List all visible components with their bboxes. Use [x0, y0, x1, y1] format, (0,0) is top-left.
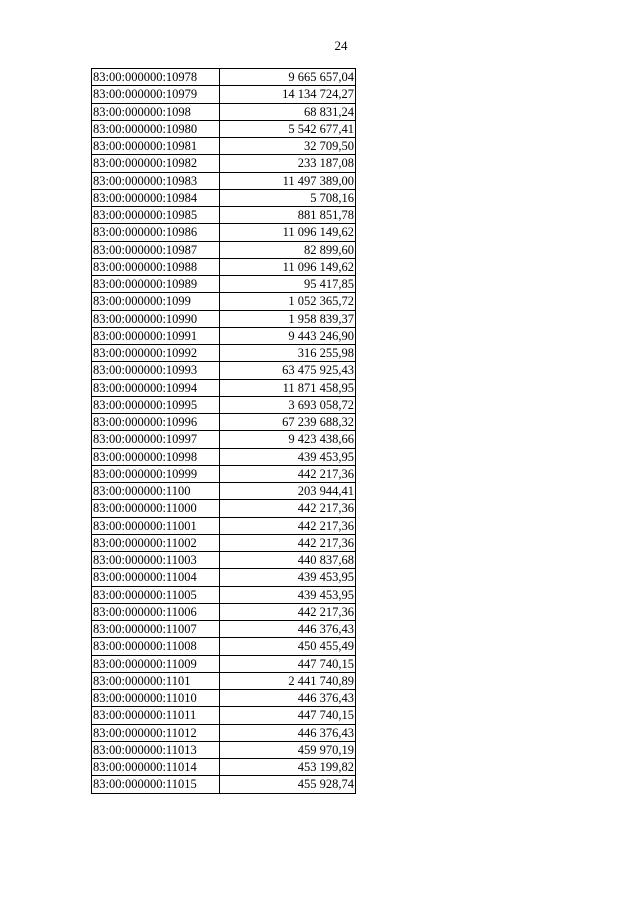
cadastral-number-cell: 83:00:000000:1098: [92, 103, 220, 120]
cadastral-number-cell: 83:00:000000:11007: [92, 621, 220, 638]
cadastral-number-cell: 83:00:000000:11011: [92, 707, 220, 724]
table-row: [92, 672, 356, 689]
cadastral-value-cell: 68 831,24: [220, 103, 356, 120]
cadastral-number-cell: 83:00:000000:10994: [92, 379, 220, 396]
table-row: [92, 603, 356, 620]
cadastral-value-cell: 11 871 458,95: [220, 379, 356, 396]
cadastral-number-cell: 83:00:000000:10990: [92, 310, 220, 327]
cadastral-value-cell: 442 217,36: [220, 534, 356, 551]
table-row: [92, 207, 356, 224]
cadastral-value-cell: 442 217,36: [220, 500, 356, 517]
cadastral-number-cell: 83:00:000000:10989: [92, 276, 220, 293]
table-row: [92, 500, 356, 517]
table-row: [92, 483, 356, 500]
cadastral-number-cell: 83:00:000000:11001: [92, 517, 220, 534]
table-row: [92, 120, 356, 137]
cadastral-value-cell: 63 475 925,43: [220, 362, 356, 379]
table-row: [92, 690, 356, 707]
cadastral-number-cell: 83:00:000000:10982: [92, 155, 220, 172]
cadastral-number-cell: 83:00:000000:11015: [92, 776, 220, 793]
cadastral-number-cell: 83:00:000000:11014: [92, 759, 220, 776]
table-row: [92, 534, 356, 551]
cadastral-value-cell: 439 453,95: [220, 569, 356, 586]
cadastral-number-cell: 83:00:000000:10997: [92, 431, 220, 448]
cadastral-value-cell: 67 239 688,32: [220, 414, 356, 431]
cadastral-number-cell: 83:00:000000:1100: [92, 483, 220, 500]
cadastral-value-cell: 316 255,98: [220, 345, 356, 362]
cadastral-value-cell: 9 665 657,04: [220, 69, 356, 86]
cadastral-number-cell: 83:00:000000:10992: [92, 345, 220, 362]
cadastral-number-cell: 83:00:000000:11002: [92, 534, 220, 551]
cadastral-number-cell: 83:00:000000:10983: [92, 172, 220, 189]
table-row: [92, 638, 356, 655]
cadastral-value-cell: 5 542 677,41: [220, 120, 356, 137]
cadastral-number-cell: 83:00:000000:11008: [92, 638, 220, 655]
cadastral-value-cell: 455 928,74: [220, 776, 356, 793]
table-row: [92, 448, 356, 465]
cadastral-number-cell: 83:00:000000:11013: [92, 741, 220, 758]
table-row: [92, 258, 356, 275]
table-row: [92, 155, 356, 172]
table-row: [92, 276, 356, 293]
cadastral-number-cell: 83:00:000000:10993: [92, 362, 220, 379]
table-row: [92, 724, 356, 741]
table-row: [92, 517, 356, 534]
cadastral-value-cell: 1 052 365,72: [220, 293, 356, 310]
cadastral-value-cell: 440 837,68: [220, 552, 356, 569]
cadastral-value-cell: 32 709,50: [220, 138, 356, 155]
cadastral-value-cell: 11 497 389,00: [220, 172, 356, 189]
cadastral-value-cell: 442 217,36: [220, 517, 356, 534]
cadastral-number-cell: 83:00:000000:10998: [92, 448, 220, 465]
cadastral-value-cell: 11 096 149,62: [220, 224, 356, 241]
cadastral-value-cell: 446 376,43: [220, 621, 356, 638]
cadastral-value-cell: 2 441 740,89: [220, 672, 356, 689]
table-row: [92, 138, 356, 155]
cadastral-number-cell: 83:00:000000:11004: [92, 569, 220, 586]
table-row: [92, 310, 356, 327]
cadastral-value-cell: 1 958 839,37: [220, 310, 356, 327]
cadastral-number-cell: 83:00:000000:10988: [92, 258, 220, 275]
cadastral-value-cell: 881 851,78: [220, 207, 356, 224]
table-row: [92, 707, 356, 724]
table-row: [92, 414, 356, 431]
table-row: [92, 379, 356, 396]
table-row: [92, 569, 356, 586]
table-row: [92, 362, 356, 379]
cadastral-number-cell: 83:00:000000:10984: [92, 189, 220, 206]
table-row: [92, 431, 356, 448]
table-row: [92, 586, 356, 603]
cadastral-number-cell: 83:00:000000:10986: [92, 224, 220, 241]
cadastral-value-cell: 447 740,15: [220, 655, 356, 672]
table-row: [92, 345, 356, 362]
table-row: [92, 396, 356, 413]
cadastral-value-cell: 9 423 438,66: [220, 431, 356, 448]
table-row: [92, 69, 356, 86]
table-row: [92, 224, 356, 241]
table-row: [92, 103, 356, 120]
table-row: [92, 759, 356, 776]
cadastral-number-cell: 83:00:000000:10999: [92, 465, 220, 482]
cadastral-value-cell: 459 970,19: [220, 741, 356, 758]
cadastral-number-cell: 83:00:000000:11006: [92, 603, 220, 620]
cadastral-number-cell: 83:00:000000:10987: [92, 241, 220, 258]
cadastral-value-cell: 203 944,41: [220, 483, 356, 500]
table-row: [92, 465, 356, 482]
cadastral-value-cell: 446 376,43: [220, 690, 356, 707]
cadastral-number-cell: 83:00:000000:1101: [92, 672, 220, 689]
cadastral-value-cell: 11 096 149,62: [220, 258, 356, 275]
cadastral-number-cell: 83:00:000000:10985: [92, 207, 220, 224]
cadastral-number-cell: 83:00:000000:10981: [92, 138, 220, 155]
cadastral-value-cell: 450 455,49: [220, 638, 356, 655]
cadastral-number-cell: 83:00:000000:11012: [92, 724, 220, 741]
table-body: [92, 69, 356, 794]
table-row: [92, 327, 356, 344]
cadastral-value-cell: 439 453,95: [220, 586, 356, 603]
page-number: 24: [334, 38, 348, 53]
table-row: [92, 655, 356, 672]
cadastral-value-cell: 95 417,85: [220, 276, 356, 293]
cadastral-number-cell: 83:00:000000:10979: [92, 86, 220, 103]
cadastral-number-cell: 83:00:000000:11003: [92, 552, 220, 569]
table-row: [92, 86, 356, 103]
cadastral-value-cell: 5 708,16: [220, 189, 356, 206]
cadastral-number-cell: 83:00:000000:11010: [92, 690, 220, 707]
cadastral-value-cell: 3 693 058,72: [220, 396, 356, 413]
table-row: [92, 741, 356, 758]
cadastral-value-cell: 442 217,36: [220, 603, 356, 620]
cadastral-value-cell: 9 443 246,90: [220, 327, 356, 344]
table-row: [92, 189, 356, 206]
cadastral-number-cell: 83:00:000000:11005: [92, 586, 220, 603]
table-row: [92, 172, 356, 189]
cadastral-number-cell: 83:00:000000:10980: [92, 120, 220, 137]
cadastral-number-cell: 83:00:000000:10978: [92, 69, 220, 86]
cadastral-value-cell: 453 199,82: [220, 759, 356, 776]
cadastral-number-cell: 83:00:000000:11000: [92, 500, 220, 517]
table-row: [92, 293, 356, 310]
table-row: [92, 241, 356, 258]
table-row: [92, 621, 356, 638]
cadastral-value-cell: 446 376,43: [220, 724, 356, 741]
cadastral-number-cell: 83:00:000000:10996: [92, 414, 220, 431]
cadastral-number-cell: 83:00:000000:1099: [92, 293, 220, 310]
cadastral-number-cell: 83:00:000000:10995: [92, 396, 220, 413]
cadastral-number-cell: 83:00:000000:10991: [92, 327, 220, 344]
cadastral-value-cell: 233 187,08: [220, 155, 356, 172]
cadastral-value-table: [91, 68, 356, 794]
cadastral-value-cell: 447 740,15: [220, 707, 356, 724]
cadastral-value-cell: 439 453,95: [220, 448, 356, 465]
cadastral-number-cell: 83:00:000000:11009: [92, 655, 220, 672]
cadastral-value-cell: 14 134 724,27: [220, 86, 356, 103]
table-row: [92, 776, 356, 793]
table-row: [92, 552, 356, 569]
cadastral-value-cell: 442 217,36: [220, 465, 356, 482]
cadastral-value-cell: 82 899,60: [220, 241, 356, 258]
